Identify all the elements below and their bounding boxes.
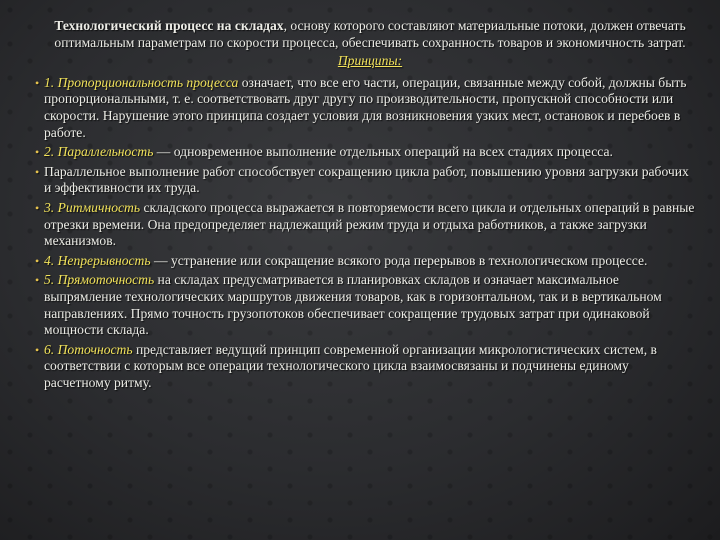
item-text: на складах предусматривается в планировках складов и означает максимальное выпрямление технологических маршрутов движения товаров, как в горизонтальном, так и в вертикальном направлениях. Прямо точность грузопотоков обеспечивает сокращение трудовых затрат при одинаковой мощности склада. (44, 272, 662, 338)
intro-bold: Технологический процесс на складах (54, 18, 284, 33)
list-item (35, 199, 696, 250)
bullet-icon: • (35, 342, 40, 357)
item-text: Параллельное выполнение работ способствует сокращению цикла работ, повышению уровня загрузки рабочих и эффективности их труда. (44, 163, 689, 196)
list-item (35, 163, 696, 197)
list-item (35, 252, 696, 270)
bullet-icon: • (35, 253, 40, 268)
list-item (35, 272, 696, 338)
intro-paragraph (44, 18, 696, 51)
principles-title: Принципы: (337, 53, 403, 69)
item-term: 1. Пропорциональность процесса (44, 74, 239, 90)
item-term: 4. Непрерывность (44, 252, 151, 268)
item-text: — устранение или сокращение всякого рода перерывов в технологическом процессе. (150, 252, 648, 268)
item-term: 3. Ритмичность (44, 199, 141, 215)
list-item (35, 341, 696, 392)
item-term: 5. Прямоточность (44, 272, 155, 288)
item-text: складского процесса выражается в повторяемости всего цикла и отдельных операций в равные отрезки времени. Она предопределяет надлежащий режим труда и отдыха работников, а также загрузки механизмов. (44, 199, 695, 249)
item-text: представляет ведущий принцип современной организации микрологистических систем, в соответствии с которым все операции технологического цикла взаимосвязаны и подчинены единому расчетному ритму. (44, 341, 657, 390)
item-text: означает, что все его части, операции, связанные между собой, должны быть пропорциональными, т. е. соответствовать друг другу по производительности, пропускной способности или скорости. Нарушение этого принципа создает условия для возникновения узких мест, остановок и перебоев в работе. (44, 74, 687, 140)
bullet-icon: • (35, 273, 40, 288)
item-term: 2. Параллельность (44, 144, 154, 160)
bullet-icon: • (35, 200, 40, 215)
intro-rest: , основу которого составляют материальные потоки, должен отвечать оптимальным параметрам по скорости процесса, обеспечивать сохранность товаров и экономичность затрат. (54, 18, 686, 50)
list-item (35, 74, 696, 141)
list-item (35, 144, 696, 161)
item-text: — одновременное выполнение отдельных операций на всех стадиях процесса. (153, 144, 613, 160)
slide-content (35, 18, 696, 394)
bullet-icon: • (35, 75, 40, 90)
item-term: 6. Поточность (44, 341, 133, 357)
bullet-icon: • (35, 164, 40, 179)
bullet-icon: • (35, 145, 40, 160)
